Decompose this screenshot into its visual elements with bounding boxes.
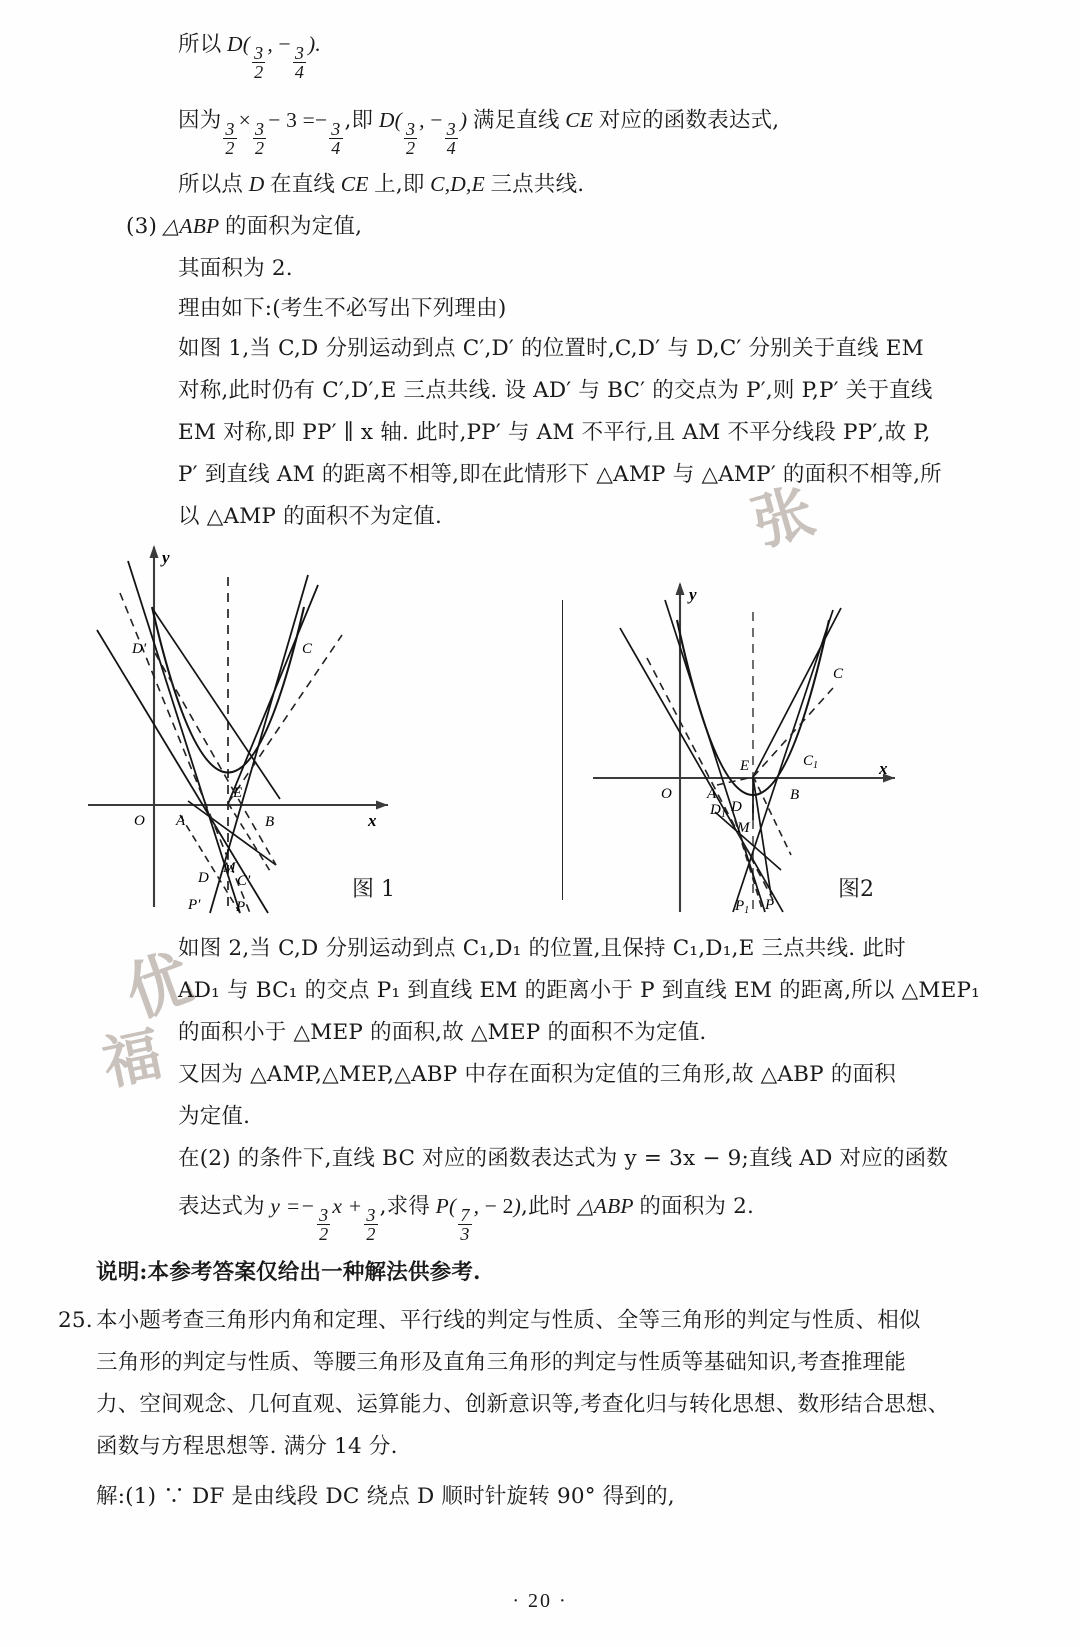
line1-prefix: 所以 [178,32,222,57]
body-line-5: 其面积为 2. [178,256,293,281]
figure-1-graph [80,535,410,915]
label-p: P [236,899,246,915]
line18-close-paren: ) [513,1194,521,1218]
fraction-d: $\frac{3}{2}$ [405,118,416,158]
label-e: E [233,785,243,801]
line3-text-b: 在直线 [270,172,336,197]
line3-cde: C,D,E [430,172,485,196]
body-line-6: 理由如下:(考生不必写出下列理由) [178,296,507,321]
body-line-3 [178,174,584,196]
line2-minus-three: − 3 =− [268,108,328,132]
fraction-3-over-4: $\frac{3}{4}$ [294,42,305,82]
item-25-line-4: 函数与方程思想等. 满分 14 分. [96,1434,398,1459]
fraction-3-over-2: $\frac{3}{2}$ [254,42,264,82]
body-line-13: AD₁ 与 BC₁ 的交点 P₁ 到直线 EM 的距离小于 P 到直线 EM 的距离,所以 △MEP₁ [178,978,980,1003]
item-25-number: 25. [58,1308,93,1333]
line18-mid: ,求得 [379,1194,431,1219]
line2-point-d: D [378,108,395,132]
label-axis-y: y [689,585,697,604]
body-line-10: P′ 到直线 AM 的距离不相等,即在此情形下 △AMP 与 △AMP′ 的面积不相等,所 [178,462,942,487]
body-line-1 [178,34,321,81]
figure-1 [80,535,410,915]
fraction-7-over-3: $\frac{7}{3}$ [460,1204,470,1244]
line-a-c-prime [188,801,276,865]
fraction-e: $\frac{3}{4}$ [446,118,456,158]
fraction-3-over-2-c: $\frac{3}{2}$ [366,1204,376,1244]
y-axis-arrow [676,582,685,595]
label-c1: $C_1$ [803,753,819,771]
figure-2 [585,570,915,915]
label-p: P [765,897,775,913]
line-e-c [753,608,841,777]
line1-open-paren: ( [242,32,251,56]
line3-ce: CE [340,172,369,196]
body-line-11: 以 △AMP 的面积不为定值. [178,504,443,529]
body-line-12: 如图 2,当 C,D 分别运动到点 C₁,D₁ 的位置,且保持 C₁,D₁,E 三点共线. 此时 [178,936,906,961]
line2-times: × [238,108,251,132]
label-origin-o: O [661,786,672,802]
line1-comma: , [267,32,273,56]
x-axis-arrow [376,801,388,810]
body-line-15: 又因为 △AMP,△MEP,△ABP 中存在面积为定值的三角形,故 △ABP 的面积 [178,1062,896,1087]
line1-minus: − [278,32,291,56]
line2-mid: ,即 [344,108,374,133]
label-axis-x: x [368,811,377,830]
body-line-9: EM 对称,即 PP′ ∥ x 轴. 此时,PP′ 与 AM 不平行,且 AM 不平分线段 PP′,故 P, [178,420,931,445]
page-number-footer: · 20 · [512,1590,568,1612]
body-line-16: 为定值. [178,1104,251,1129]
line2-minus: − [430,108,443,132]
line-bc-prime [97,630,268,913]
item-25-line-5: 解:(1) ∵ DF 是由线段 DC 绕点 D 顺时针旋转 90° 得到的, [96,1484,675,1509]
line18-prefix: 表达式为 [178,1194,265,1219]
label-a: A [176,813,186,829]
label-p1: $P_1$ [735,898,750,915]
item-marker-3: (3) [126,214,158,239]
label-b: B [265,814,275,830]
label-c-upper: C [302,641,313,657]
line18-y-eq: y =− [270,1194,316,1218]
line18-tail: ,此时 [520,1194,572,1219]
line18-x-plus: x + [332,1194,363,1218]
label-b: B [790,787,800,803]
line2-prefix: 因为 [178,108,222,133]
body-line-4 [126,216,362,238]
line18-open-paren: ( [448,1194,457,1218]
figure-2-graph [585,570,915,915]
fraction-c: $\frac{3}{4}$ [331,118,341,158]
label-e: E [740,758,750,774]
watermark-3: 福 [96,1019,168,1099]
line-e-to-p [753,777,771,895]
label-c-prime: C′ [237,873,251,889]
fraction-3-over-2-b: $\frac{3}{2}$ [319,1204,329,1244]
label-d-prime: D′ [132,641,147,657]
line4-text: 的面积为定值, [224,214,363,239]
line1-point-d: D [226,32,243,56]
fraction-b: $\frac{3}{2}$ [254,118,265,158]
label-d: D [198,870,209,886]
line2-tail-2: 对应的函数表达式, [598,108,780,133]
body-line-18 [178,1196,754,1243]
y-axis-arrow [150,545,159,558]
figure-2-caption: 图2 [838,877,874,902]
dashed-e-to-right [228,635,342,803]
figure-divider [562,600,563,900]
label-p-prime: P′ [188,897,201,913]
label-axis-x: x [879,759,888,778]
label-a: A [707,786,717,802]
line18-triangle-abp: △ABP [577,1194,634,1218]
body-line-7: 如图 1,当 C,D 分别运动到点 C′,D′ 的位置时,C,D′ 与 D,C′ 分别关于直线 EM [178,336,924,361]
line2-open-paren: ( [394,108,402,132]
line18-tail-2: 的面积为 2. [639,1194,755,1219]
line2-comma: , [419,108,425,132]
item-25-line-3: 力、空间观念、几何直观、运算能力、创新意识等,考查化归与转化思想、数形结合思想、 [96,1392,950,1417]
triangle-abp: △ABP [162,214,220,238]
line18-comma: , [473,1194,480,1218]
body-line-8: 对称,此时仍有 C′,D′,E 三点共线. 设 AD′ 与 BC′ 的交点为 P′,则 P,P′ 关于直线 [178,378,933,403]
line-a-d1-extended [620,628,783,912]
label-m: M [223,860,236,876]
line3-text-d: 三点共线. [490,172,585,197]
body-line-17: 在(2) 的条件下,直线 BC 对应的函数表达式为 y = 3x − 9;直线 AD 对应的函数 [178,1146,949,1171]
line-a-b-chord [152,608,280,799]
body-line-2 [178,110,779,157]
body-line-14: 的面积小于 △MEP 的面积,故 △MEP 的面积不为定值. [178,1020,707,1045]
line2-ce: CE [565,108,594,132]
fraction-a: $\frac{3}{2}$ [225,118,235,158]
watermark-2: 优 [115,939,202,1033]
line2-tail-1: 满足直线 [472,108,560,133]
line2-close-paren: ) [459,108,468,132]
item-25-line-1: 本小题考查三角形内角和定理、平行线的判定与性质、全等三角形的判定与性质、相似 [96,1308,921,1333]
label-origin-o: O [134,813,145,829]
item-25-line-2: 三角形的判定与性质、等腰三角形及直角三角形的判定与性质等基础知识,考查推理能 [96,1350,906,1375]
note-line: 说明:本参考答案仅给出一种解法供参考. [96,1260,481,1285]
line1-close-paren: ). [308,32,321,56]
label-d1: $D_1$ [710,802,726,820]
line3-d: D [248,172,265,196]
line3-text-c: 上,即 [374,172,425,197]
label-d: D [731,799,742,815]
label-axis-y: y [162,548,170,567]
line18-p: P [435,1194,449,1218]
watermark-1: 张 [744,475,822,560]
line18-minus-two: − 2 [484,1194,514,1218]
line3-text-a: 所以点 [178,172,244,197]
figure-1-caption: 图 1 [352,877,395,902]
label-m: M [737,820,750,836]
label-c: C [833,666,844,682]
